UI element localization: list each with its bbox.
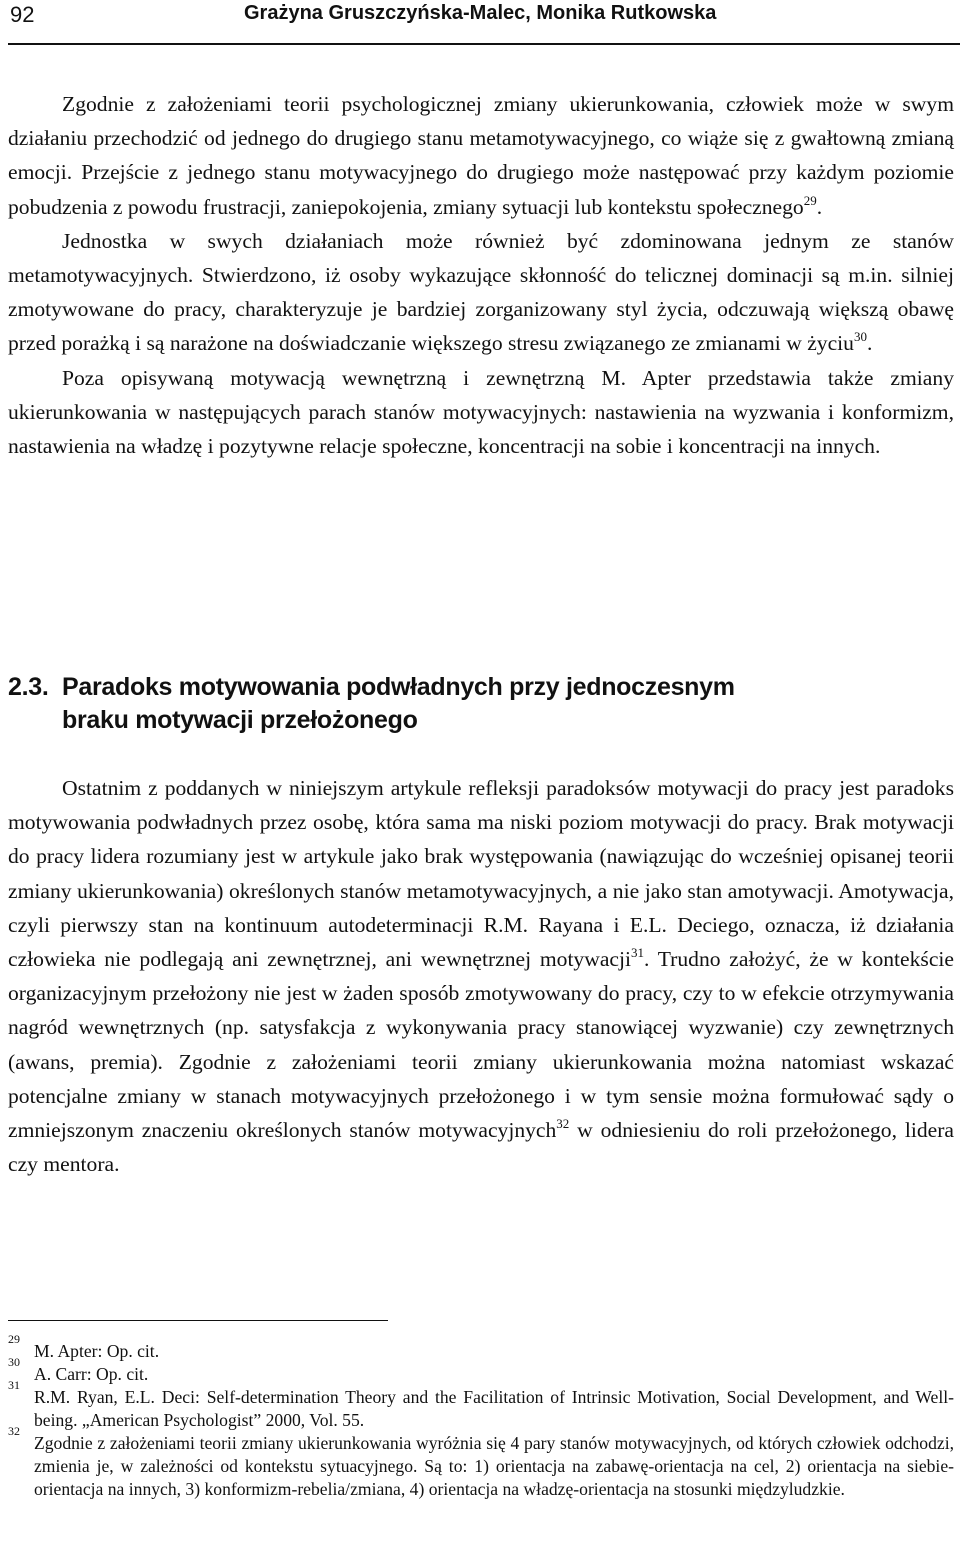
footnote-ref: 31	[631, 945, 644, 961]
page-header	[8, 0, 960, 44]
section-title-line2: braku motywacji przełożonego	[62, 706, 418, 734]
footnote-number: 29	[8, 1332, 20, 1346]
section-heading	[8, 671, 735, 737]
footnote-number: 31	[8, 1378, 20, 1392]
footnote-text: Zgodnie z założeniami teorii zmiany ukierunkowania wyróżnia się 4 pary stanów motywacyjnych, od których człowiek odchodzi, zmienia je, w zależności od kontekstu sytuacyjnego. Są to: 1) orientacja na zabawę-orientacja na cel, 2) orientacja na siebie-orientacja na innych, 3) konformizm-rebelia/zmiana, 4) orientacja na władzę-orientacja na stosunki międzyludzkie.	[34, 1433, 954, 1499]
paragraph	[8, 771, 954, 1181]
paragraph-text: w odniesieniu do roli przełożonego, lidera czy mentora.	[8, 1118, 954, 1177]
section-title-line1: Paradoks motywowania podwładnych przy jednoczesnym	[62, 673, 735, 701]
header-rule	[8, 43, 960, 45]
footnote	[8, 1424, 954, 1501]
footnote	[8, 1355, 954, 1386]
paragraph: Zgodnie z założeniami teorii psychologicznej zmiany ukierunkowania, człowiek może w swym działaniu przechodzić od jednego do drugiego stanu metamotywacyjnego, co wiąże się z gwałtowną zmianą emocji. Przejście z jednego stanu motywacyjnego do drugiego może następować przy każdym poziomie pobudzenia z powodu frustracji, zaniepokojenia, zmiany sytuacji lub kontekstu społecznego$^{29}$.	[8, 92, 954, 219]
footnote	[8, 1378, 954, 1432]
body-text-block	[8, 87, 954, 463]
footnote-number: 30	[8, 1355, 20, 1369]
running-head: Grażyna Gruszczyńska-Malec, Monika Rutkowska	[244, 2, 717, 24]
footnote	[8, 1332, 954, 1363]
footnote-ref: 30	[853, 329, 867, 345]
paragraph-text: Zgodnie z założeniami teorii psychologicznej zmiany ukierunkowania, człowiek może w swym działaniu przechodzić od jednego do drugiego stanu metamotywacyjnego, co wiąże się z gwałtowną zmianą emocji. Przejście z jednego stanu motywacyjnego do drugiego może następować przy każdym poziomie pobudzenia z powodu frustracji, zaniepokojenia, zmiany sytuacji lub kontekstu społecznego	[8, 92, 954, 219]
footnote-text: M. Apter: Op. cit.	[34, 1341, 160, 1361]
footnotes	[8, 1332, 954, 1501]
footnote-ref: 29	[803, 192, 817, 208]
page-number: 92	[10, 2, 35, 27]
paragraph: Jednostka w swych działaniach może również być zdominowana jednym ze stanów metamotywacyjnych. Stwierdzono, iż osoby wykazujące skłonność do telicznej dominacji są m.in. silniej zmotywowane do pracy, charakteryzuje je bardziej zorganizowany styl życia, odczuwają większą obawę przed porażką i są narażone na doświadczanie większego stresu związanego ze zmianami w życiu$^{30}$.	[8, 228, 954, 356]
footnote-ref: 32	[556, 1116, 570, 1132]
footnote-text: A. Carr: Op. cit.	[34, 1364, 149, 1384]
footnote-number: 32	[8, 1424, 20, 1438]
paragraph-text: Ostatnim z poddanych w niniejszym artykule refleksji paradoksów motywacji do pracy jest paradoks motywowania podwładnych przez osobę, która sama ma niski poziom motywacji do pracy. Brak motywacji do pracy lidera rozumiany jest w artykule jako brak występowania (nawiązując do wcześniej opisanej teorii zmiany ukierunkowania) określonych stanów metamotywacyjnych, a nie jako stan amotywacji. Amotywacja, czyli pierwszy stan na kontinuum autodeterminacji R.M. Rayana i E.L. Deciego, oznacza, iż działania człowieka nie podlegają ani zewnętrznej, ani wewnętrznej motywacji	[8, 776, 954, 972]
body-text-block	[8, 771, 954, 1181]
footnote-text: R.M. Ryan, E.L. Deci: Self-determination Theory and the Facilitation of Intrinsic Motivation, Social Development, and Well-being. „American Psychologist” 2000, Vol. 55.	[34, 1387, 954, 1430]
paragraph-text: Jednostka w swych działaniach może również być zdominowana jednym ze stanów metamotywacyjnych. Stwierdzono, iż osoby wykazujące skłonność do telicznej dominacji są m.in. silniej zmotywowane do pracy, charakteryzuje je bardziej zorganizowany styl życia, odczuwają większą obawę przed porażką i są narażone na doświadczanie większego stresu związanego ze zmianami w życiu	[8, 228, 954, 356]
paragraph	[8, 361, 954, 464]
footnote-rule	[8, 1320, 388, 1321]
section-number: 2.3.	[8, 673, 49, 701]
paragraph-text: . Trudno założyć, że w kontekście organizacyjnym przełożony nie jest w żaden sposób zmotywowany do pracy, czy to w efekcie otrzymywania nagród wewnętrznych (np. satysfakcja z wykonywania pracy stanowiącej wyzwanie) czy zewnętrznych (awans, premia). Zgodnie z założeniami teorii zmiany ukierunkowania można natomiast wskazać potencjalne zmiany w stanach motywacyjnych przełożonego i w tym sensie można formułować sądy o zmniejszonym znaczeniu określonych stanów motywacyjnych	[8, 947, 954, 1143]
paragraph-text: Poza opisywaną motywacją wewnętrzną i zewnętrzną M. Apter przedstawia także zmiany ukierunkowania w następujących parach stanów motywacyjnych: nastawienia na wyzwania i konformizm, nastawienia na władzę i pozytywne relacje społeczne, koncentracji na sobie i koncentracji na innych.	[8, 365, 954, 459]
